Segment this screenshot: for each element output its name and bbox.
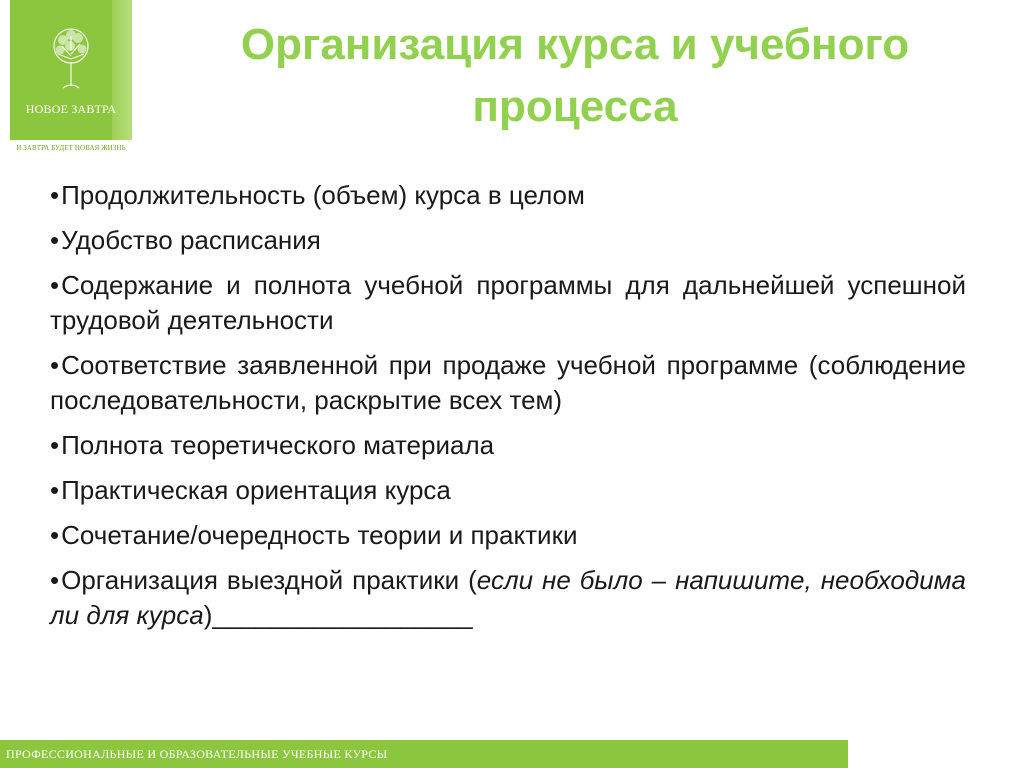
list-item-italic-note: если не было – напишите, необходима ли для курса [50,565,966,630]
list-item [50,473,966,508]
logo-name: НОВОЕ ЗАВТРА [25,102,117,116]
footer-text: ПРОФЕССИОНАЛЬНЫЕ И ОБРАЗОВАТЕЛЬНЫЕ УЧЕБНЫЕ КУРСЫ [6,747,388,761]
slide-title-line-2: процесса [472,82,678,131]
bullet-marker: • [50,180,60,210]
bullet-marker: • [50,520,60,550]
list-item [50,563,966,633]
logo-fold [112,0,132,140]
bullet-marker: • [50,225,60,255]
list-item-text: Практическая ориентация курса [61,475,451,505]
list-item [50,348,966,418]
list-item-text: Содержание и полнота учебной программы для дальнейшей успешной трудовой деятельности [50,270,966,335]
footer-bar [0,740,848,768]
list-item [50,268,966,338]
list-item-text: Соответствие заявленной при продаже учебной программе (соблюдение последовательности, раскрытие всех тем) [50,350,966,415]
list-item [50,428,966,463]
list-item [50,223,966,258]
slide-title-line-1: Организация курса и учебного [240,20,910,69]
bullet-marker: • [50,350,60,380]
tree-icon [48,26,94,92]
bullet-marker: • [50,270,60,300]
logo-tagline: И ЗАВТРА БУДЕТ НОВАЯ ЖИЗНЬ [16,144,126,152]
bullet-list-container [50,178,966,643]
bullet-marker: • [50,475,60,505]
list-item-text: Полнота теоретического материала [61,430,495,460]
bullet-list [50,178,966,633]
bullet-marker: • [50,430,60,460]
list-item-text: Сочетание/очередность теории и практики [61,520,578,550]
bullet-marker: • [50,565,60,595]
list-item-text: Продолжительность (объем) курса в целом [61,180,585,210]
list-item-answer-blank: )__________________ [203,600,473,630]
list-item [50,178,966,213]
list-item [50,518,966,553]
slide-title [160,14,990,138]
logo [0,0,142,160]
list-item-text: Организация выездной практики ( [61,565,477,595]
list-item-text: Удобство расписания [61,225,321,255]
